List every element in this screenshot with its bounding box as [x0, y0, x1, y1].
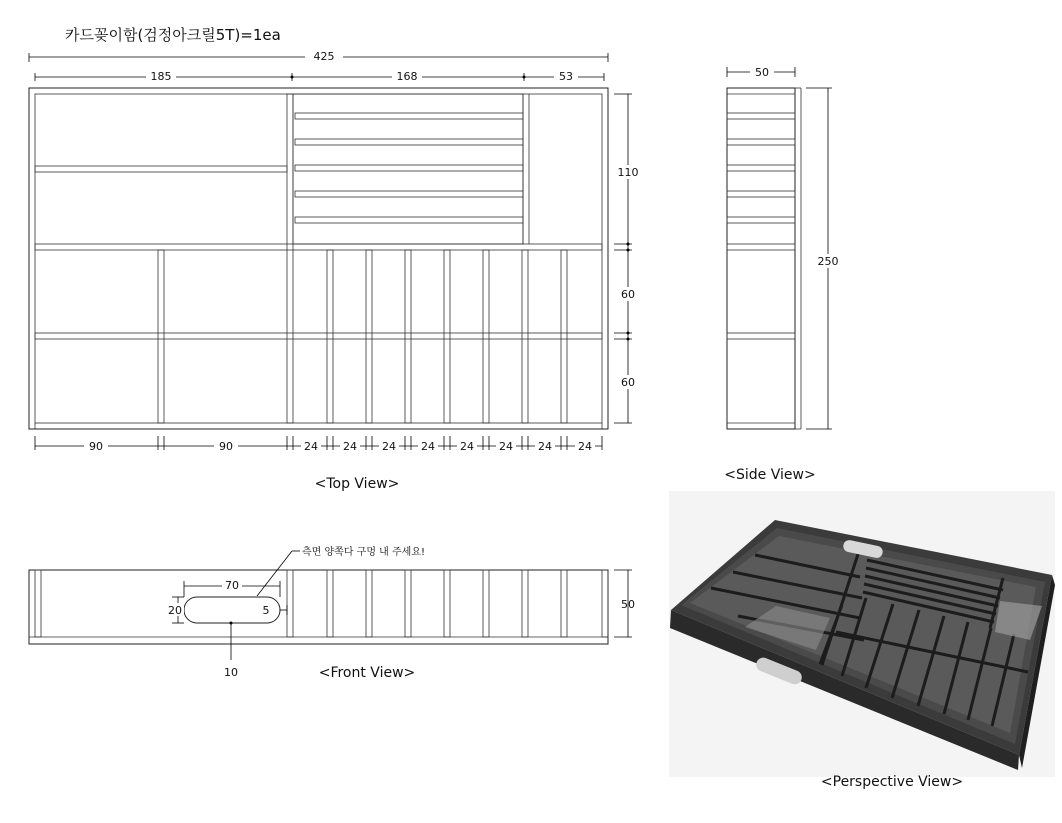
dim-side-height: [806, 88, 841, 429]
dim-bottom-9: 24: [538, 440, 552, 453]
side-view-caption: <Side View>: [724, 467, 816, 483]
drawing-title: 카드꽂이함(검정아크릴5T)=1ea: [65, 26, 281, 44]
dim-right-1: 110: [617, 166, 639, 179]
dim-right: [614, 94, 641, 423]
side-view: [724, 65, 841, 483]
dim-bottom-10: 24: [578, 440, 592, 453]
dim-bottom-1: 90: [89, 440, 103, 453]
front-view-outline: [29, 570, 608, 644]
dim-total-width: [29, 50, 608, 63]
dim-front-height: [614, 570, 635, 637]
dim-sections: [35, 70, 604, 83]
dim-bottom: [35, 436, 602, 453]
dim-hole-offset-label: 5: [262, 604, 270, 617]
side-view-outline: [727, 88, 801, 429]
front-view: [29, 545, 635, 681]
dim-section-1: 185: [150, 70, 172, 83]
dim-section-3: 53: [559, 70, 573, 83]
dim-side-width: [727, 65, 795, 79]
dim-bottom-8: 24: [499, 440, 513, 453]
dim-bottom-6: 24: [421, 440, 435, 453]
top-view-dividers: [35, 94, 602, 423]
dim-bottom-2: 90: [219, 440, 233, 453]
dim-bottom-5: 24: [382, 440, 396, 453]
perspective-view: [669, 491, 1055, 790]
dim-front-height-label: 50: [621, 598, 635, 611]
top-view-caption: <Top View>: [314, 476, 400, 492]
dim-bottom-4: 24: [343, 440, 357, 453]
dim-total-width-label: 425: [313, 50, 335, 63]
front-view-caption: <Front View>: [318, 665, 416, 681]
dim-section-2: 168: [396, 70, 418, 83]
dim-bottom-7: 24: [460, 440, 474, 453]
dim-right-2: 60: [621, 288, 635, 301]
dim-hole: [166, 579, 287, 679]
dim-hole-width-label: 70: [225, 579, 239, 592]
top-view: [29, 50, 641, 492]
dim-bottom-3: 24: [304, 440, 318, 453]
dim-right-3: 60: [621, 376, 635, 389]
dim-side-width-label: 50: [755, 66, 769, 79]
perspective-view-caption: <Perspective View>: [820, 774, 964, 790]
dim-side-height-label: 250: [817, 255, 839, 268]
hole-note: 측면 양쪽다 구멍 내 주세요!: [302, 547, 425, 558]
dim-hole-bottom-label: 10: [224, 666, 238, 679]
dim-hole-height-label: 20: [168, 604, 182, 617]
